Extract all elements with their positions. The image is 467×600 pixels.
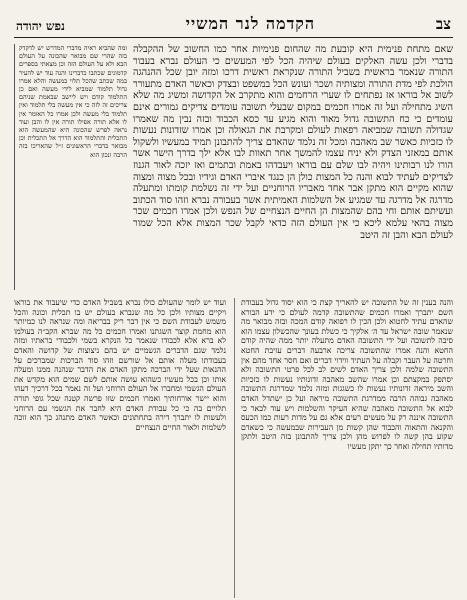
header-divider <box>14 37 453 38</box>
lower-commentary-area <box>14 298 453 598</box>
lower-left-column <box>14 298 226 598</box>
page-number: צב <box>435 15 451 33</box>
book-name: נפש יהודה <box>16 19 65 33</box>
page-header <box>14 6 453 34</box>
lower-right-column <box>234 298 453 598</box>
lower-left-text: ועוד יש לומר שהעולם כולו נברא בשביל האדם כדי שיעבוד את בוראו ויקיים מצותיו ולכן כל מה שנברא בעולם יש בו תכלית וכונה והכל משמש לעבודת השם כי אין דבר ריק בבריאה ומה שנראה לנו כמיותר הוא מחמת קוצר השגתנו ואמרו חכמים כל מה שברא הקב״ה בעולמו לא ברא אלא לכבודו שנאמר כל הנקרא בשמי ולכבודי בראתיו ומזה נלמד שגם הדברים הגשמיים יש בהם ניצוצות של קדושה והאדם בעבודתו מעלה אותם אל שורשם וזהו סוד הברכות שמברכים על ההנאות שעל ידי הברכה מתקן האדם את הדבר שנהנה ממנו ומעלה אותו וכן בכל מעשיו כשהוא עושה אותם לשם שמים הוא מקדש את העולם הגשמי ומחברו אל העולם הרוחני ועל זה נאמר בכל דרכיך דעהו והוא יישר אורחותיך ואמרו חכמים שזו פרשה קטנה שכל גופי תורה תלויים בה כי כל עבודת האדם היא לחבר את הגשמי עם הרוחני ולעשות לו יתברך דירה בתחתונים וכאשר האדם מתנהג כך הוא זוכה לשלמות ולאור החיים הנצחיים <box>14 298 226 432</box>
top-text-area <box>14 44 453 290</box>
side-commentary-text: ומה שהביא ראיה מדברי המדרש יש לדקדק בזה שהרי שם מבואר שהכונה על העולם הבא ולא על העולם הזה וכן מצאתי בספרים קדמונים שכתבו כדברינו והנה עוד יש להעיר במה שכתב שהכל תלוי במעשה והלא אמרו גדול תלמוד שמביא לידי מעשה ואם כן התלמוד קודם ויש ליישב שבאמת שניהם צריכים זה לזה כי אין מעשה בלי תלמוד ואין תלמוד בלי מעשה ולכן אמרו כל האומר אין לו אלא תורה אפילו תורה אין לו והבן ועוד נראה לפרש שהכונה היא שהמעשה הוא התכלית והתלמוד הוא הדרך אל התכלית וכן מבואר בדברי הראשונים ז״ל שהאריכו בזה הרבה ונכון הוא <box>19 44 127 159</box>
lower-right-text: והנה בענין זה של התשובה יש להאריך קצת כי הוא יסוד גדול בעבודת השם יתברך ואמרו חכמים שהתשובה קדמה לעולם כי ידע הבורא שהאדם עתיד לחטוא ולכן הכין לו רפואה קודם המכה ובזה מבואר מה שנאמר שובה ישראל עד ה׳ אלקיך כי כשלת בעונך שהכשלון עצמו הוא סיבה לתשובה ועל ידי התשובה האדם מתעלה יותר ממה שהיה קודם החטא והנה אמרו שהתשובה צריכה ארבעה דברים עזיבת החטא וחרטה על העבר וקבלה על העתיד ווידוי דברים ואם חסר אחד מהם אין התשובה שלמה ולכן צריך האדם לשים לב לכל פרטי התשובה ולא יסתפק במקצתם וכן אמרו שהשב מאהבה זדונותיו נעשות לו כזכיות והשב מיראה זדונותיו נעשות לו כשגגות ומזה נלמד שמדרגת התשובה מאהבה גבוהה הרבה ממדרגת התשובה מיראה ועל כן ישתדל האדם לבוא אל התשובה מאהבה שהיא העיקר והשלמות ויש עוד לבאר כי התשובה איננה רק על מעשים רעים אלא גם על מדות רעות כמו הכעס והקנאה והתאוה והכבוד שהן קשות מן העבירות שבמעשה כי כשאדם שקוע בהן קשה לו לפרוש מהן ולכן צריך להתבונן בזה היטב ולתקן מדותיו תחילה ואחר כך יתקן מעשיו <box>241 298 453 451</box>
side-commentary-column <box>14 44 127 290</box>
main-text: שאם מתחת פנימית היא קובעת מה שהחום פנימיות אחר כמו החשוב של ההקבלה בדברי ולכן עשה האלקים בעולם שיהיה הכל לפי המעשים כי העולם נברא בעבור התורה שנאמר בראשית בשביל התורה שנקראת ראשית דרכו ומזה יובן שכל ההנהגה הולכת לפי מדת התורה ומצותיה ושכר ועונש הכל במשפט ובצדק וכאשר האדם מתעורר לשוב אל בוראו אז נפתחים לו שערי הרחמים והוא מתקרב אל הקדושה ומשיג מה שלא השיג מתחילה ועל זה אמרו חכמים במקום שבעלי תשובה עומדים צדיקים גמורים אינם עומדים כי כח התשובה גדול מאוד והוא מגיע עד כסא הכבוד ובזה נבין מה שאמרו שגדולה תשובה שמביאה רפאות לעולם ומקרבת את הגאולה וכן אמרו שזדונות נעשות לו כזכיות כאשר שב מאהבה ומכל זה נלמד שהאדם צריך להתבונן תמיד במעשיו ולשקול אותם במאזני הצדק ולא יניח עצמו להמשך אחר תאוות לבו אלא ילך בדרך הישר אשר הורו לנו רבותינו ויהיה לבו שלם עם בוראו ויעבדהו באמת ובתמים ואז יזכה לאור הגנוז לצדיקים לעתיד לבוא והנה כל המצות כולן הן כנגד איברי האדם וגידיו ובכל מצוה ומצוה שהוא מקיים הוא מתקן אבר אחד מאבריו הרוחניים ועל ידי זה נשלמת קומתו ומתעלה מדרגה אל מדרגה עד שמגיע אל השלמות האמיתית אשר בעבורה נברא וזהו סוד הכתוב ועשיתם אותם וחי בהם שהמצות הן החיים הנצחיים של הנפש ולכן אמרו חכמים שכר מצוה בהאי עלמא ליכא כי אין העולם הזה כדאי לקבל שכר המצות אלא הכל שמור לעולם הבא והבן זה היטב <box>133 44 453 241</box>
main-text-column <box>133 44 453 290</box>
page-title: הקדמה לנר המשיי <box>185 14 316 33</box>
